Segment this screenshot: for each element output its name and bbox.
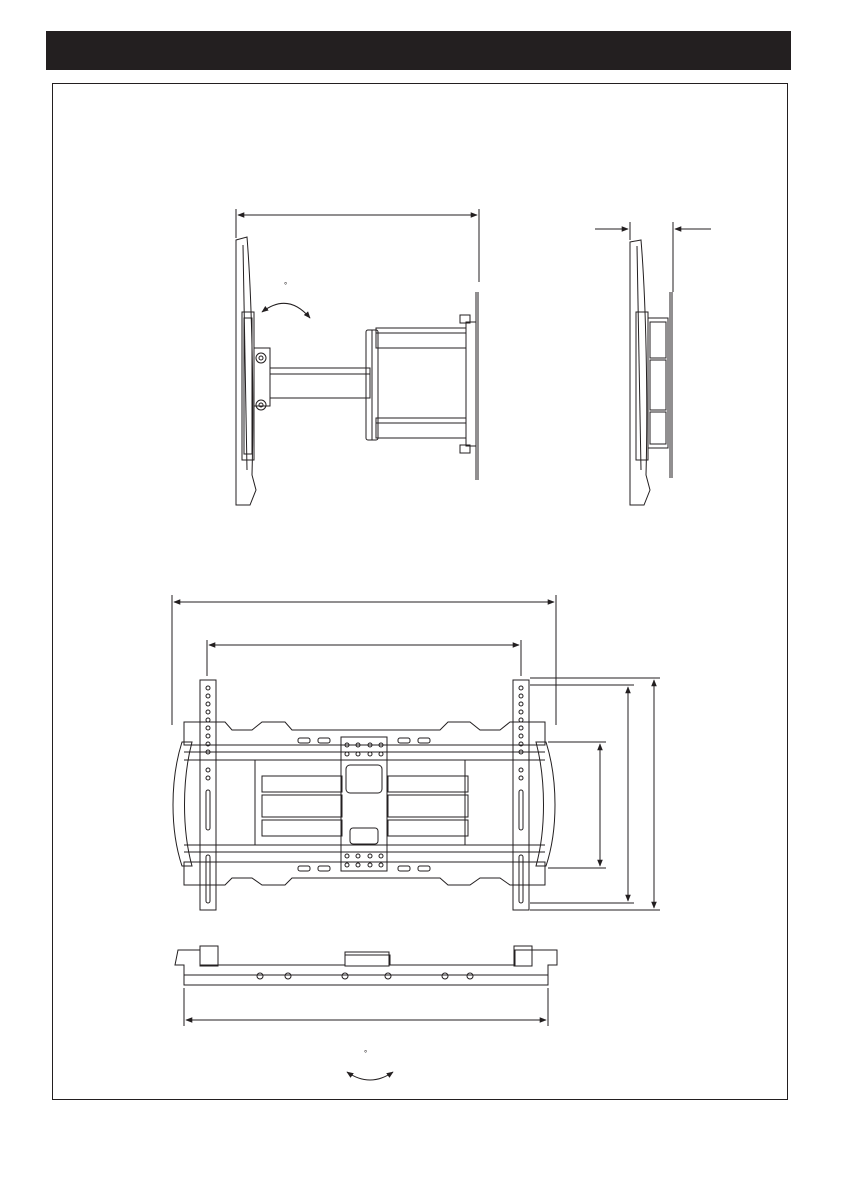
right-handle bbox=[536, 742, 555, 866]
dimension-overall-height bbox=[530, 678, 660, 910]
lower-arm bbox=[376, 418, 466, 438]
dimension-folded-depth bbox=[595, 222, 711, 292]
tv-panel-profile-folded bbox=[630, 240, 650, 505]
top-view bbox=[175, 946, 557, 1080]
bottom-rail bbox=[184, 862, 545, 885]
tilt-arc-arrow bbox=[262, 303, 310, 318]
front-view bbox=[172, 595, 660, 910]
upper-arm bbox=[376, 328, 466, 348]
dimension-overall-width bbox=[172, 595, 556, 725]
swivel-arc-arrow bbox=[347, 1072, 393, 1080]
side-view-folded bbox=[595, 222, 711, 505]
center-plate bbox=[341, 737, 387, 871]
side-view-extended bbox=[236, 209, 479, 505]
dimension-extended-depth bbox=[236, 209, 479, 282]
main-arm bbox=[270, 368, 370, 398]
tilt-degree-mark: ° bbox=[284, 281, 288, 290]
top-view-frame bbox=[175, 950, 557, 985]
dimension-vesa-height bbox=[530, 685, 634, 903]
wall-plate-side bbox=[466, 322, 476, 446]
dimension-top-width bbox=[184, 988, 548, 1026]
left-handle bbox=[173, 742, 192, 866]
dimension-vesa-width bbox=[207, 640, 521, 676]
swivel-degree-mark: ° bbox=[364, 1049, 368, 1058]
top-rail bbox=[184, 722, 545, 745]
tv-panel-profile bbox=[236, 237, 256, 505]
dimension-wall-plate-height bbox=[548, 742, 606, 868]
